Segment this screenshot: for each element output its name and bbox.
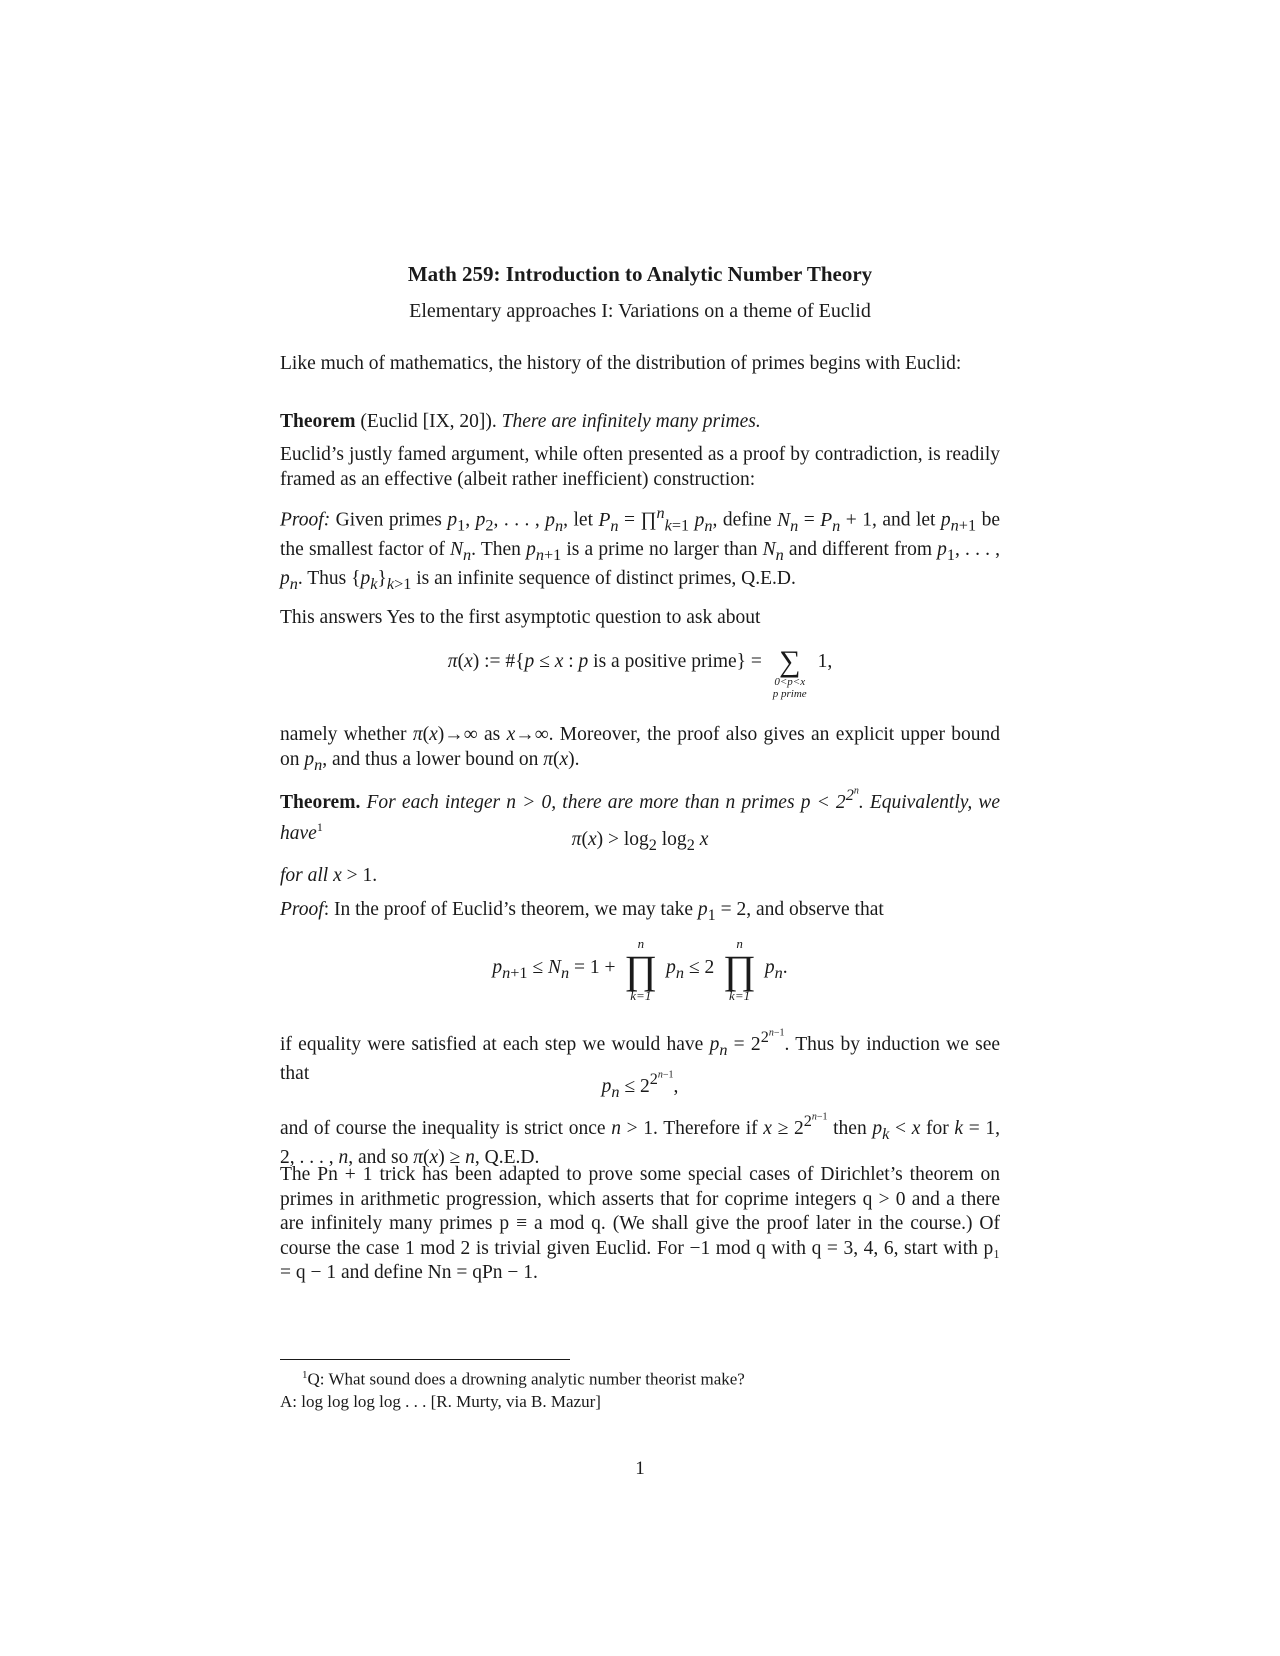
answers-paragraph: This answers Yes to the first asymptotic question to ask about <box>280 607 761 628</box>
namely-paragraph: namely whether π(x)→∞ as x→∞. Moreover, the proof also gives an explicit upper bound on $p_n$, and thus a lower bound on π(x). <box>280 724 1000 774</box>
argument-block <box>280 443 1000 492</box>
product-2 <box>723 936 756 1004</box>
document-subtitle: Elementary approaches I: Variations on a theme of Euclid <box>409 300 871 322</box>
strict-block: and of course the inequality is strict once n > 1. Therefore if $x \ge 2^{2^{n-1}}$ then $p_k < x$ for k = 1, 2, . . . , n, and so π(x) ≥ n, Q.E.D. <box>280 1112 1001 1169</box>
summation <box>772 645 807 700</box>
display-pi-definition: π(x) := #{p ≤ x : p is a positive prime} = ∑ 0<p<x p prime 1, <box>447 645 833 700</box>
product-lower-limit: k=1 <box>630 988 652 1003</box>
product-symbol: ∏ <box>624 947 658 992</box>
answers-block <box>280 606 1000 631</box>
product-upper-limit: n <box>637 936 645 951</box>
sum-lower-limit-1: 0<p<x <box>774 676 806 688</box>
equality-tail: . Thus by induction we see that <box>280 1033 1001 1085</box>
theorem2-label: Theorem. <box>280 791 361 813</box>
footnote <box>280 1364 1000 1413</box>
argument-paragraph: Euclid’s justly famed argument, while often presented as a proof by contradiction, is readily framed as an effective (albeit rather inefficient) construction: <box>280 444 1000 490</box>
theorem-lower-bound: Theorem. For each integer n > 0, there are more than n primes $p < 2^{2^n}$. Equivalently, we have$^1$ <box>280 786 1001 844</box>
intro-block <box>280 352 1000 377</box>
dirichlet-paragraph: The Pn + 1 trick has been adapted to prove some special cases of Dirichlet’s theorem on primes in arithmetic progression, which asserts that for coprime integers q > 0 and a there are infinitely many primes p ≡ a mod q. (We shall give the proof later in the course.) Of course the case 1 mod 2 is trivial given Euclid. For −1 mod q with q = 3, 4, 6, start with p₁ = q − 1 and define Nn = qPn − 1. <box>280 1164 1000 1283</box>
sigma-symbol: ∑ <box>779 645 801 678</box>
theorem-citation: (Euclid [IX, 20]). <box>360 411 497 432</box>
page-number: 1 <box>635 1458 645 1479</box>
display-product-bound: $p_{n+1} \le N_n = 1$ + n ∏ k=1 $p_n \le 2$ n ∏ k=1 $p_n$. <box>492 936 788 1003</box>
equality-text: if equality were satisfied at each step we would have <box>280 1033 704 1055</box>
dirichlet-block <box>280 1163 1000 1286</box>
theorem-euclid <box>280 410 1000 435</box>
product-1 <box>624 936 657 1004</box>
footnote-line-1: Q: What sound does a drowning analytic number theorist make? <box>307 1369 745 1389</box>
proof-paragraph: Proof: Given primes $p_1$, $p_2$, . . . , $p_n$, let $P_n$ = ∏$^n_{k=1}$ $p_n$, define $N_n = P_n + 1$, and let $p_{n+1}$ be the smallest factor of $N_n$. Then $p_{n+1}$ is a prime no larger than $N_n$ and different from $p_1$, . . . , $p_n$. Thus $\{p_k\}_{k>1}$ is an infinite sequence of distinct primes, Q.E.D. <box>280 504 1000 594</box>
product-symbol: ∏ <box>723 947 757 992</box>
proof-lower-bound: Proof: In the proof of Euclid’s theorem, we may take $p_1 = 2$, and observe that <box>280 899 884 924</box>
display-loglog: $\pi(x) > \log_2 \log_2 x$ <box>571 829 709 854</box>
footnote-number: 1 <box>302 1369 308 1381</box>
document-title: Math 259: Introduction to Analytic Number Theory <box>407 262 873 286</box>
proof2-label: Proof <box>280 899 324 920</box>
product-lower-limit: k=1 <box>729 988 751 1003</box>
proof-label: Proof: <box>280 509 331 531</box>
proof-euclid <box>280 501 1000 597</box>
theorem-statement: There are infinitely many primes. <box>501 411 761 432</box>
footnote-marker: 1 <box>316 820 323 835</box>
footnote-line-2: A: log log log log . . . [R. Murty, via B. Mazur] <box>280 1391 601 1411</box>
sum-lower-limit-2: p prime <box>772 688 807 700</box>
theorem-label: Theorem <box>280 411 356 432</box>
display-induction: $p_n \le 2^{2^{n-1}}$, <box>601 1070 679 1101</box>
product-upper-limit: n <box>736 936 743 951</box>
namely-block <box>280 723 1000 777</box>
intro-paragraph: Like much of mathematics, the history of the distribution of primes begins with Euclid: <box>280 353 962 374</box>
for-all-line: for all x > 1. <box>280 865 378 886</box>
equality-block: if equality were satisfied at each step we would have $p_n = 2^{2^{n-1}}$. Thus by induction we see that <box>280 1028 1001 1085</box>
footnote-rule <box>280 1359 570 1360</box>
